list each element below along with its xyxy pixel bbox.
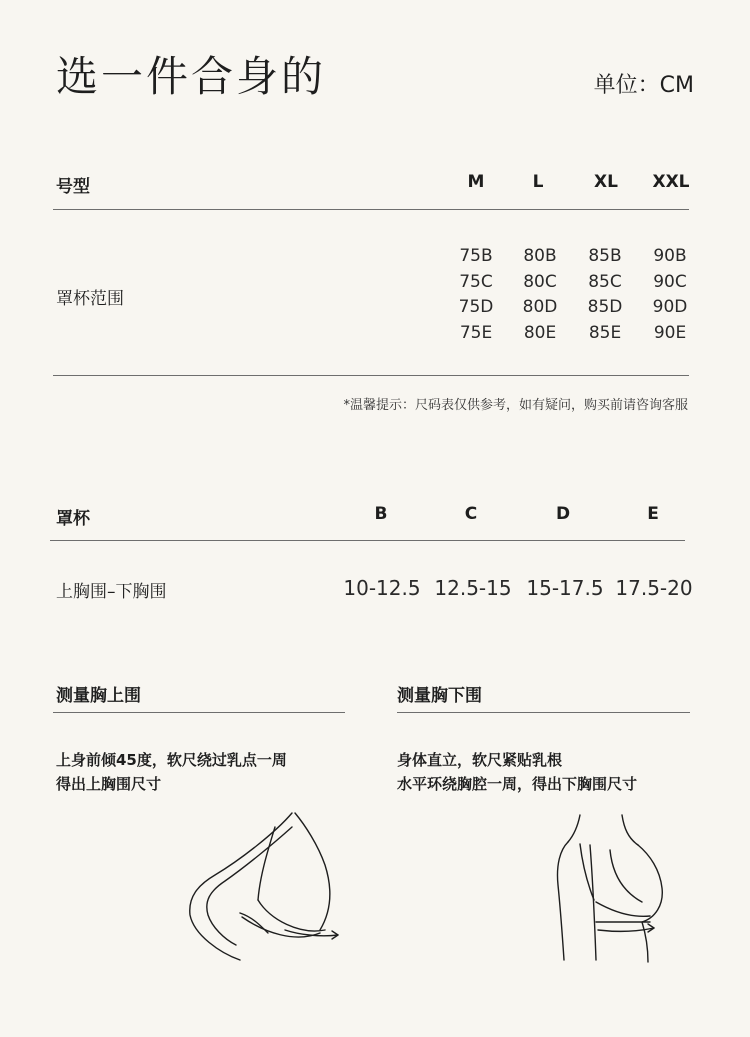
cup-column-xl xyxy=(575,244,635,346)
size-xxl: XXL xyxy=(652,172,690,192)
page-title: 选一件合身的 xyxy=(56,52,327,101)
cup-value: 85C xyxy=(588,271,622,292)
cup-value: 80C xyxy=(523,271,557,292)
cup-column-l xyxy=(510,244,570,346)
cup-value: 90E xyxy=(653,322,687,343)
divider xyxy=(397,712,690,713)
diff-e: 17.5-20 xyxy=(615,576,693,600)
size-m: M xyxy=(467,172,485,192)
divider xyxy=(50,540,685,541)
cup-range-label: 罩杯范围 xyxy=(56,289,124,309)
size-l: L xyxy=(532,172,544,192)
under-bust-title: 测量胸下围 xyxy=(397,686,482,706)
diff-b: 10-12.5 xyxy=(343,576,421,600)
unit-label: 单位：CM xyxy=(593,73,694,98)
upper-bust-illustration xyxy=(180,805,360,965)
upper-bust-title: 测量胸上围 xyxy=(56,686,141,706)
divider xyxy=(53,209,689,210)
cup-header-label: 罩杯 xyxy=(56,509,90,529)
cup-value: 80E xyxy=(523,322,557,343)
cup-value: 90D xyxy=(652,297,688,317)
cup-value: 85D xyxy=(587,297,623,317)
cup-e: E xyxy=(647,504,659,524)
cup-value: 85B xyxy=(588,246,622,266)
size-xl: XL xyxy=(594,172,618,192)
size-header-label: 号型 xyxy=(56,177,90,197)
diff-d: 15-17.5 xyxy=(526,576,604,600)
cup-value: 75E xyxy=(459,322,493,343)
cup-value: 75C xyxy=(459,271,493,292)
cup-value: 75D xyxy=(458,297,494,317)
cup-value: 90C xyxy=(653,271,687,292)
under-bust-illustration xyxy=(550,810,670,965)
cup-column-xxl xyxy=(640,244,700,346)
cup-value: 75B xyxy=(459,246,493,266)
instruction-line: 上身前倾45度，软尺绕过乳点一周 xyxy=(56,751,287,769)
cup-column-m xyxy=(446,244,506,346)
cup-c: C xyxy=(464,504,478,524)
divider xyxy=(53,712,345,713)
upper-bust-instructions xyxy=(56,748,287,796)
cup-value: 90B xyxy=(653,246,687,266)
diff-c: 12.5-15 xyxy=(434,576,512,600)
cup-d: D xyxy=(555,504,571,524)
divider xyxy=(53,375,689,376)
cup-value: 85E xyxy=(588,322,622,343)
under-bust-instructions xyxy=(397,748,637,796)
cup-b: B xyxy=(374,504,388,524)
bust-diff-label: 上胸围–下胸围 xyxy=(56,582,167,602)
instruction-line: 身体直立，软尺紧贴乳根 xyxy=(397,751,563,769)
instruction-line: 得出上胸围尺寸 xyxy=(56,775,162,793)
cup-value: 80B xyxy=(523,246,557,266)
instruction-line: 水平环绕胸腔一周，得出下胸围尺寸 xyxy=(397,775,638,793)
cup-value: 80D xyxy=(522,297,558,317)
disclaimer-note: *温馨提示：尺码表仅供参考，如有疑问，购买前请咨询客服 xyxy=(343,398,688,413)
